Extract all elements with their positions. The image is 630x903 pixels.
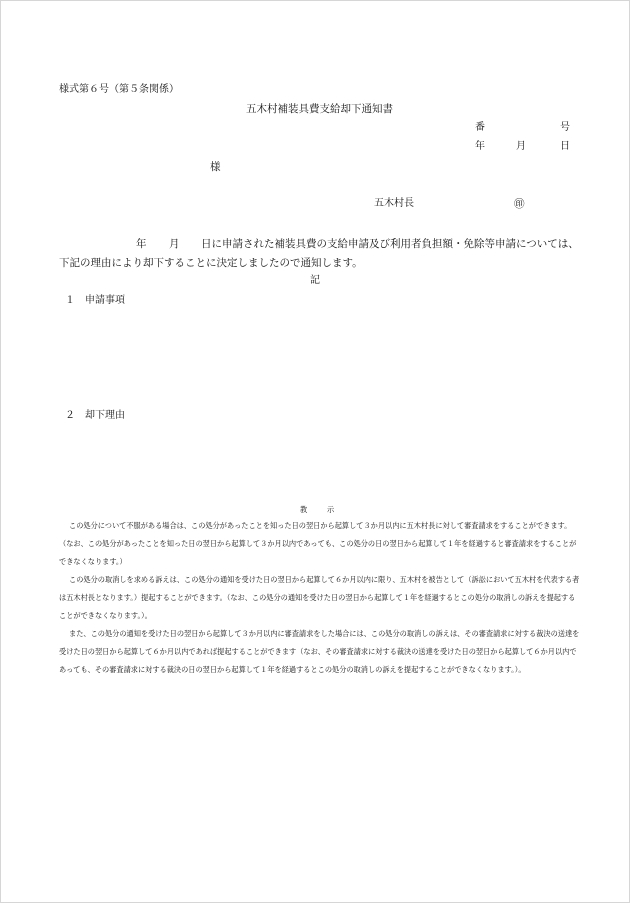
issuer-name: 五木村長	[374, 198, 414, 209]
body-line2: 下記の理由により却下することに決定しましたので通知します。	[59, 257, 363, 269]
date-year-label: 年	[475, 141, 485, 152]
notice-paragraph-lawsuit: この処分の取消しを求める訴えは、この処分の通知を受けた日の翌日から起算して６か月以内に限り、五木村を被告として（訴訟において五木村を代表する者は五木村長となります。）提起することができます。（なお、この処分の通知を受けた日の翌日から起算して１年を経過するとこの処分の取消しの訴えを提起することができなくなります。）。	[59, 575, 580, 620]
section-application-items: １ 申請事項	[65, 295, 125, 306]
document-title: 五木村補装具費支給却下通知書	[246, 103, 393, 115]
date-month-label: 月	[516, 141, 526, 152]
body-year-label: 年	[136, 238, 147, 250]
number-label-left: 番	[475, 122, 485, 133]
addressee-suffix: 様	[210, 161, 221, 173]
body-month-label: 月	[169, 238, 180, 250]
notice-paragraph-appeal: この処分について不服がある場合は、この処分があったことを知った日の翌日から起算して３か月以内に五木村長に対して審査請求をすることができます。（なお、この処分があったことを知った日の翌日から起算して３か月以内であっても、この処分の日の翌日から起算して１年を経過すると審査請求をすることができなくなります。）	[59, 521, 577, 566]
notice-title-right: 示	[327, 505, 335, 514]
ki-heading: 記	[310, 275, 320, 286]
number-label-right: 号	[560, 122, 570, 133]
body-line1: 日に申請された補装具費の支給申請及び利用者負担額・免除等申請については、	[201, 238, 579, 250]
section-rejection-reason: ２ 却下理由	[65, 410, 125, 421]
form-number: 様式第６号（第５条関係）	[59, 84, 179, 95]
seal-mark: ㊞	[514, 198, 525, 210]
notice-title-left: 教	[300, 505, 308, 514]
notice-paragraph-after-appeal: また、この処分の通知を受けた日の翌日から起算して３か月以内に審査請求をした場合には、この処分の取消しの訴えは、その審査請求に対する裁決の送達を受けた日の翌日から起算して６か月以内であれば提起することができます（なお、その審査請求に対する裁決の送達を受けた日の翌日から起算して６か月以内であっても、その審査請求に対する裁決の日の翌日から起算して１年を経過するとこの処分の取消しの訴えを提起することができなくなります。）。	[59, 629, 580, 674]
date-day-label: 日	[560, 141, 570, 152]
